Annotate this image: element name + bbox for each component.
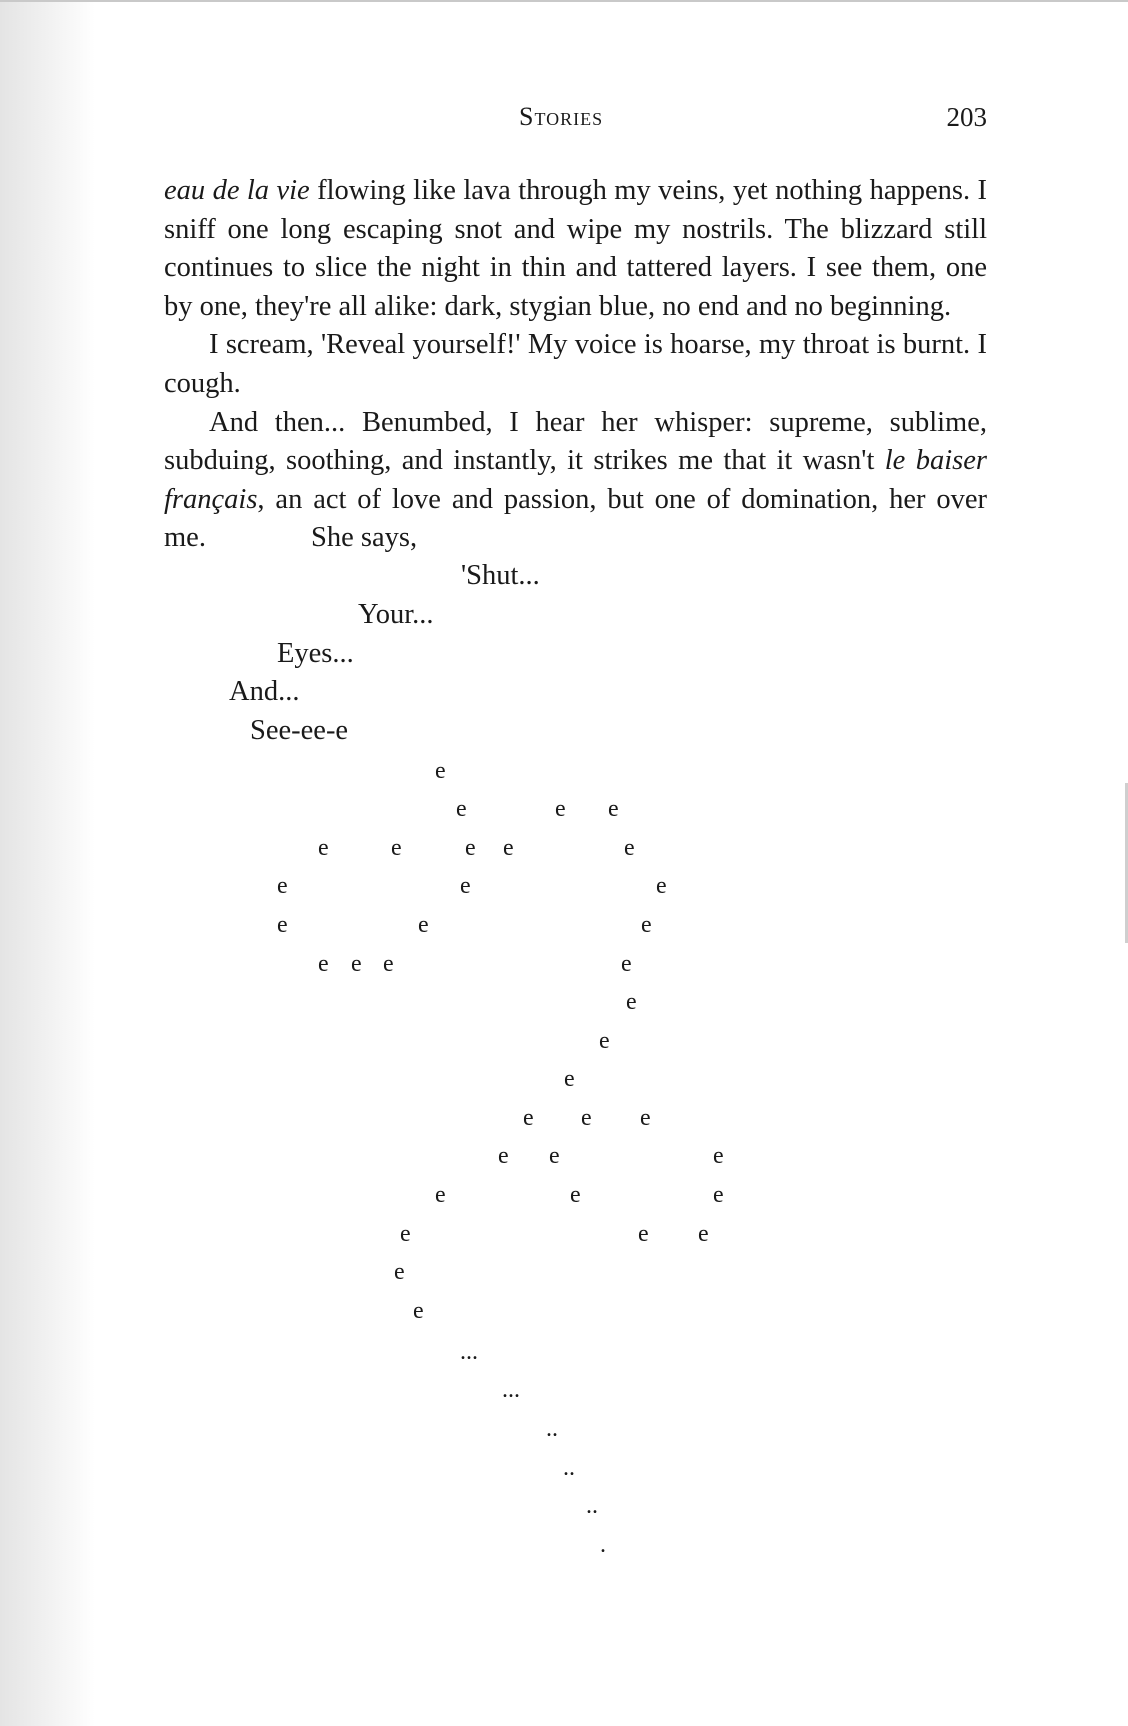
scattered-e: e	[624, 835, 635, 861]
scattered-e: e	[713, 1143, 724, 1169]
paragraph-1-text: flowing like lava through my veins, yet nothing happens. I sniff one long escaping snot and wipe my nostrils. The blizzard still continues to slice the night in thin and tattered layers. I see them, one by one, they're all alike: dark, stygian blue, no end and no beginning.	[164, 175, 987, 322]
body-text	[164, 172, 987, 558]
scattered-e: e	[621, 951, 632, 977]
trail-dots: ...	[502, 1377, 520, 1403]
scattered-e: e	[400, 1221, 411, 1247]
trail-dots: ..	[563, 1455, 575, 1481]
paragraph-3	[164, 404, 987, 558]
scattered-e: e	[465, 835, 476, 861]
trail-dots: ...	[460, 1339, 478, 1365]
running-head-title: Stories	[519, 102, 604, 131]
trail-dots: ..	[586, 1493, 598, 1519]
scattered-e: e	[318, 835, 329, 861]
scattered-e: e	[383, 951, 394, 977]
paragraph-3-text-b: , an act of love and passion, but one of domination, her over me.	[164, 483, 987, 554]
scattered-e: e	[277, 912, 288, 938]
scattered-e: e	[435, 1182, 446, 1208]
scattered-e: e	[435, 758, 446, 784]
scattered-e: e	[608, 796, 619, 822]
scattered-e: e	[626, 989, 637, 1015]
italic-phrase: le baiser français	[164, 445, 987, 515]
scattered-e: e	[456, 796, 467, 822]
scattered-e: e	[351, 951, 362, 977]
scattered-e: e	[394, 1259, 405, 1285]
scattered-e: e	[641, 912, 652, 938]
scattered-e: e	[418, 912, 429, 938]
scattered-e: e	[599, 1028, 610, 1054]
scattered-e: e	[413, 1298, 424, 1324]
poem-line-see: See-ee-e	[250, 715, 349, 746]
top-border	[0, 0, 1128, 2]
scattered-e: e	[656, 873, 667, 899]
paragraph-1	[164, 172, 987, 326]
scattered-e: e	[318, 951, 329, 977]
poem-line-she-says: She says,	[311, 522, 418, 553]
trail-dots: .	[600, 1532, 606, 1558]
scattered-e: e	[503, 835, 514, 861]
scattered-e: e	[698, 1221, 709, 1247]
scattered-e: e	[713, 1182, 724, 1208]
scattered-e: e	[523, 1105, 534, 1131]
page-number: 203	[946, 102, 987, 132]
scattered-e: e	[581, 1105, 592, 1131]
scattered-e: e	[640, 1105, 651, 1131]
scattered-e: e	[460, 873, 471, 899]
scattered-e: e	[555, 796, 566, 822]
scattered-e: e	[277, 873, 288, 899]
paragraph-3-text-a: And then... Benumbed, I hear her whisper: supreme, sublime, subduing, soothing, and instantly, it strikes me that it wasn't	[164, 406, 987, 477]
scattered-e: e	[564, 1066, 575, 1092]
poem-line-your: Your...	[358, 599, 434, 630]
scattered-e: e	[391, 835, 402, 861]
italic-phrase: eau de la vie	[164, 175, 310, 206]
scattered-e: e	[549, 1143, 560, 1169]
paragraph-2: I scream, 'Reveal yourself!' My voice is hoarse, my throat is burnt. I cough.	[164, 329, 987, 399]
scattered-e: e	[638, 1221, 649, 1247]
poem-line-eyes: Eyes...	[277, 638, 354, 669]
poem-line-and: And...	[229, 676, 300, 707]
poem-line-shut: 'Shut...	[461, 560, 540, 591]
scattered-e: e	[498, 1143, 509, 1169]
scattered-e: e	[570, 1182, 581, 1208]
trail-dots: ..	[546, 1416, 558, 1442]
